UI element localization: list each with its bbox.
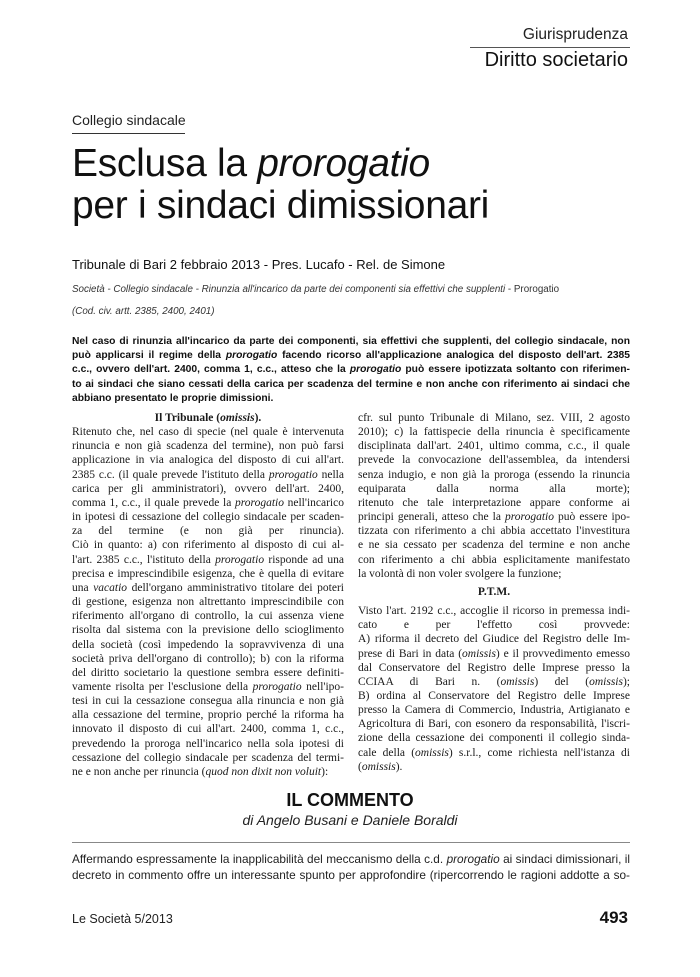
text-line: [72, 496, 344, 510]
text-line: [358, 632, 630, 646]
text-run: Agricoltura di Bari, con esonero da responsabilità, l'iscri-: [358, 718, 630, 731]
text-line: [358, 675, 630, 689]
text-run: applicazione in via analogica del disposto di cui all'art.: [72, 454, 344, 467]
comment-divider: [72, 842, 630, 843]
text-run: B) ordina al Conservatore del Registro delle Imprese: [358, 689, 630, 702]
text-run: Ciò in quanto: a) con riferimento al disposto di cui al-: [72, 539, 344, 552]
comment-body: [72, 851, 630, 883]
text-run: ) del (: [534, 675, 590, 688]
italic-term: prorogatio: [268, 468, 318, 481]
text-run: società priva dell'organo di controllo); b) con la riforma: [72, 652, 344, 665]
headnote: [72, 335, 630, 406]
text-run: Nel caso di rinunzia all'incarico da parte dei componenti, sia effettivi che supplenti, del collegio sindacale, non: [72, 336, 630, 347]
text-line: [72, 439, 344, 453]
text-line: [358, 538, 630, 552]
text-run: zione della cessazione dei componenti il collegio sinda-: [358, 732, 630, 745]
text-run: con riferimento a chi abbia esplicitamente manifestato: [358, 553, 630, 566]
text-line: [72, 425, 344, 439]
section-supertitle: Giurisprudenza: [522, 26, 628, 43]
text-line: [72, 524, 344, 538]
text-line: [358, 510, 630, 524]
text-line: [72, 392, 630, 406]
text-run: alla cessazione del termine, proprio perché la riforma ha: [72, 709, 344, 722]
text-run: ).: [395, 760, 403, 773]
text-run: abbiano presentato le proprie dimissioni.: [72, 392, 274, 404]
text-run: può applicarsi il regime della: [72, 350, 226, 362]
text-line: [72, 680, 344, 694]
text-run: facendo ricorso all'applicazione analogica del disposto dell'art. 2385: [277, 350, 631, 362]
text-line: [72, 694, 344, 708]
text-line: [72, 453, 344, 467]
text-run: prevedendo la proroga nell'incarico nella sola ipotesi di: [72, 737, 344, 750]
text-line: [358, 647, 630, 661]
text-line: [358, 618, 630, 632]
text-line: [358, 482, 630, 496]
text-line: [72, 609, 344, 623]
title-text: Esclusa la: [72, 142, 258, 185]
comment-authors: di Angelo Busani e Daniele Boraldi: [242, 812, 458, 828]
text-run: ).: [254, 412, 262, 424]
italic-term: prorogatio: [234, 496, 284, 509]
decision-left-column: [72, 411, 344, 779]
text-line: [72, 666, 344, 680]
text-line: [358, 468, 630, 482]
article-category: Collegio sindacale: [72, 112, 186, 128]
text-line: [72, 581, 344, 595]
italic-term: prorogatio: [225, 350, 278, 362]
text-run: c.c., ovvero dell'art. 2400, comma 1, c.c., atteso che la: [72, 364, 350, 376]
text-run: riferimento all'organo di controllo, la cui assenza viene: [72, 610, 344, 623]
text-line: [72, 765, 344, 779]
italic-term: omissis: [589, 675, 623, 688]
text-run: in ipotesi di cessazione del collegio sindacale per scaden-: [72, 511, 344, 524]
text-run: ai sindaci dimissionari, il: [499, 852, 630, 866]
comment-title: IL COMMENTO: [286, 790, 414, 810]
italic-term: prorogatio: [349, 364, 402, 376]
text-run: cfr. sul punto Tribunale di Milano, sez. VIII, 2 agosto: [358, 412, 630, 424]
italic-term: prorogatio: [446, 852, 500, 866]
text-run: 2385 c.c. (il quale prevede l'istituto della: [72, 468, 269, 481]
text-run: decreto in commento offre un interessante spunto per approfondire (ripercorrendo le ragioni addotte a so-: [72, 868, 630, 882]
text-run: può essere ipotizzata soltanto con riferimen-: [401, 364, 630, 376]
text-line: [72, 652, 344, 666]
decision-right-text: [358, 411, 630, 581]
text-run: ne e non anche per rinuncia (: [72, 765, 206, 778]
section-header: [0, 0, 700, 80]
text-line: [358, 567, 630, 581]
text-run: principi generali, atteso che la: [358, 511, 505, 524]
category-underline: [72, 133, 185, 134]
text-run: ):: [321, 765, 329, 778]
text-run: dal Conservatore del Registro delle Imprese presso la: [358, 661, 630, 674]
text-run: (: [358, 760, 362, 773]
text-run: to ai sindaci che siano cessati della carica per scadenza del termine e non anche con riferimento ai sindaci che: [72, 378, 630, 390]
court-heading: [72, 411, 344, 425]
italic-term: omissis: [361, 760, 396, 773]
decision-right-column: [358, 411, 630, 774]
text-line: [358, 746, 630, 760]
text-line: [358, 524, 630, 538]
italic-term: omissis: [500, 675, 535, 688]
title-line-2: per i sindaci dimissionari: [72, 184, 490, 227]
page-number: 493: [599, 908, 628, 927]
text-line: [358, 760, 630, 774]
italic-term: prorogatio: [252, 680, 302, 693]
text-run: senza indugio, e non già la proroga (essendo la rinuncia: [358, 468, 630, 481]
text-line: [72, 737, 344, 751]
text-run: comma 1, c.c., il quale prevede la: [72, 496, 235, 509]
text-run: presso la Camera di Commercio, Industria, Artigianato e: [358, 704, 630, 717]
text-run: za del termine (e non già per rinuncia).: [72, 525, 344, 538]
text-run: Ritenuto che, nel caso di specie (nel quale è intervenuta: [72, 426, 344, 439]
text-run: vamente risolta per l'esclusione della: [72, 680, 253, 693]
text-run: del diritto societario la questione sembra essere definiti-: [72, 666, 344, 679]
text-line: [72, 510, 344, 524]
text-run: tesi in cui la cessazione consegua alla rinuncia e non già: [72, 695, 344, 708]
text-line: [72, 595, 344, 609]
italic-term: prorogatio: [215, 553, 265, 566]
text-line: [72, 638, 344, 652]
text-run: Affermando espressamente la inapplicabilità del meccanismo della c.d.: [72, 852, 447, 866]
section-title: Diritto societario: [484, 49, 628, 71]
text-line: [358, 425, 630, 439]
keywords: [72, 284, 559, 295]
text-line: [72, 708, 344, 722]
text-run: disciplinata dall'art. 2401, ultimo comma, c.c., il quale: [358, 440, 630, 453]
keywords-tail: - Prorogatio: [505, 284, 560, 295]
text-run: cessazione del collegio sindacale per scadenza del termi-: [72, 751, 344, 764]
text-run: prese di Bari in data (: [358, 647, 463, 660]
legal-sources: (Cod. civ. artt. 2385, 2400, 2401): [72, 306, 215, 317]
text-line: [72, 751, 344, 765]
text-run: tizzata con riferimento a chi abbia accettato l'investitura: [358, 525, 630, 538]
text-line: [72, 378, 630, 392]
text-run: una: [72, 581, 94, 594]
text-run: rinuncia e non già scadenza del termine), non può farsi: [72, 440, 344, 453]
italic-term: prorogatio: [504, 511, 554, 524]
text-line: [72, 363, 630, 377]
text-line: [358, 731, 630, 745]
italic-term: omissis: [220, 412, 255, 424]
text-line: [358, 689, 630, 703]
text-run: );: [622, 675, 630, 688]
decision-ruling-text: [358, 604, 630, 774]
text-line: [72, 468, 344, 482]
text-run: di gestione, esigenza non altrettanto imprescindibile con: [72, 596, 344, 609]
court-citation: Tribunale di Bari 2 febbraio 2013 - Pres. Lucafo - Rel. de Simone: [72, 257, 446, 272]
text-line: [72, 538, 344, 552]
text-line: [358, 553, 630, 567]
text-run: della società (così impedendo la sopravvivenza di una: [72, 638, 344, 651]
text-run: carica per gli amministratori), ovvero dell'art. 2400,: [72, 482, 344, 495]
text-line: [72, 567, 344, 581]
title-italic: prorogatio: [257, 142, 430, 185]
text-run: risolta dal sistema con la previsione dello scioglimento: [72, 624, 344, 637]
italic-term: quod non dixit non voluit: [205, 765, 322, 778]
text-run: innovato il disposto di cui all'art. 2400, comma 1, c.c.,: [72, 723, 344, 736]
text-run: dell'organo amministrativo titolare dei poteri: [127, 581, 344, 594]
italic-term: omissis: [462, 647, 496, 660]
text-run: la volontà di non voler svolgere la funzione;: [358, 567, 562, 580]
text-run: Visto l'art. 2192 c.c., accoglie il ricorso in premessa indi-: [358, 605, 630, 618]
text-line: [358, 717, 630, 731]
text-run: 2010); c) la fattispecie della rinuncia è specificamente: [358, 426, 630, 439]
text-line: [72, 867, 630, 883]
text-line: [358, 453, 630, 467]
text-run: cale della (: [358, 746, 416, 759]
text-run: Il Tribunale (: [154, 412, 221, 424]
text-line: [358, 661, 630, 675]
text-line: [72, 482, 344, 496]
text-run: nell'incarico: [283, 496, 344, 509]
text-line: [358, 604, 630, 618]
text-line: [72, 722, 344, 736]
text-run: ) s.r.l., come richiesta nell'istanza di: [448, 746, 630, 759]
ptm-heading: P.T.M.: [477, 585, 511, 598]
text-line: [358, 703, 630, 717]
text-run: e ne sia cessato per scadenza del termine e non anche: [358, 539, 630, 552]
decision-left-text: [72, 425, 344, 779]
italic-term: omissis: [415, 746, 449, 759]
text-run: precisa e imprescindibile esigenza, che è quella di evitare: [72, 567, 344, 580]
text-run: risponde ad una: [264, 553, 344, 566]
text-line: [72, 349, 630, 363]
text-line: [358, 411, 630, 425]
text-run: può essere ipo-: [553, 511, 630, 524]
text-line: [72, 623, 344, 637]
text-line: [72, 851, 630, 867]
text-run: nella: [317, 468, 344, 481]
text-run: ritenuto che tale interpretazione appare conforme ai: [358, 496, 630, 509]
text-run: prevede la convocazione dell'assemblea, da intendersi: [358, 454, 630, 467]
text-run: l'art. 2385 c.c., l'istituto della: [72, 553, 216, 566]
section-rule: [470, 47, 630, 48]
text-line: [358, 496, 630, 510]
article-title: [72, 143, 489, 227]
text-run: CCIAA di Bari n. (: [358, 675, 501, 688]
text-run: ) e il provvedimento emesso: [495, 647, 631, 660]
text-line: [72, 553, 344, 567]
text-run: A) riforma il decreto del Giudice del Registro delle Im-: [358, 633, 630, 646]
text-line: [72, 335, 630, 349]
text-run: cato e per l'effetto così provvede:: [358, 619, 630, 632]
italic-term: vacatio: [93, 581, 128, 594]
keywords-italic: Società - Collegio sindacale - Rinunzia all'incarico da parte dei componenti sia effettivi che supplenti: [72, 284, 506, 295]
text-run: nell'ipo-: [301, 680, 344, 693]
text-run: equiparata dalla norma alla morte);: [358, 482, 630, 495]
footer-journal: Le Società 5/2013: [72, 912, 173, 926]
text-line: [358, 439, 630, 453]
